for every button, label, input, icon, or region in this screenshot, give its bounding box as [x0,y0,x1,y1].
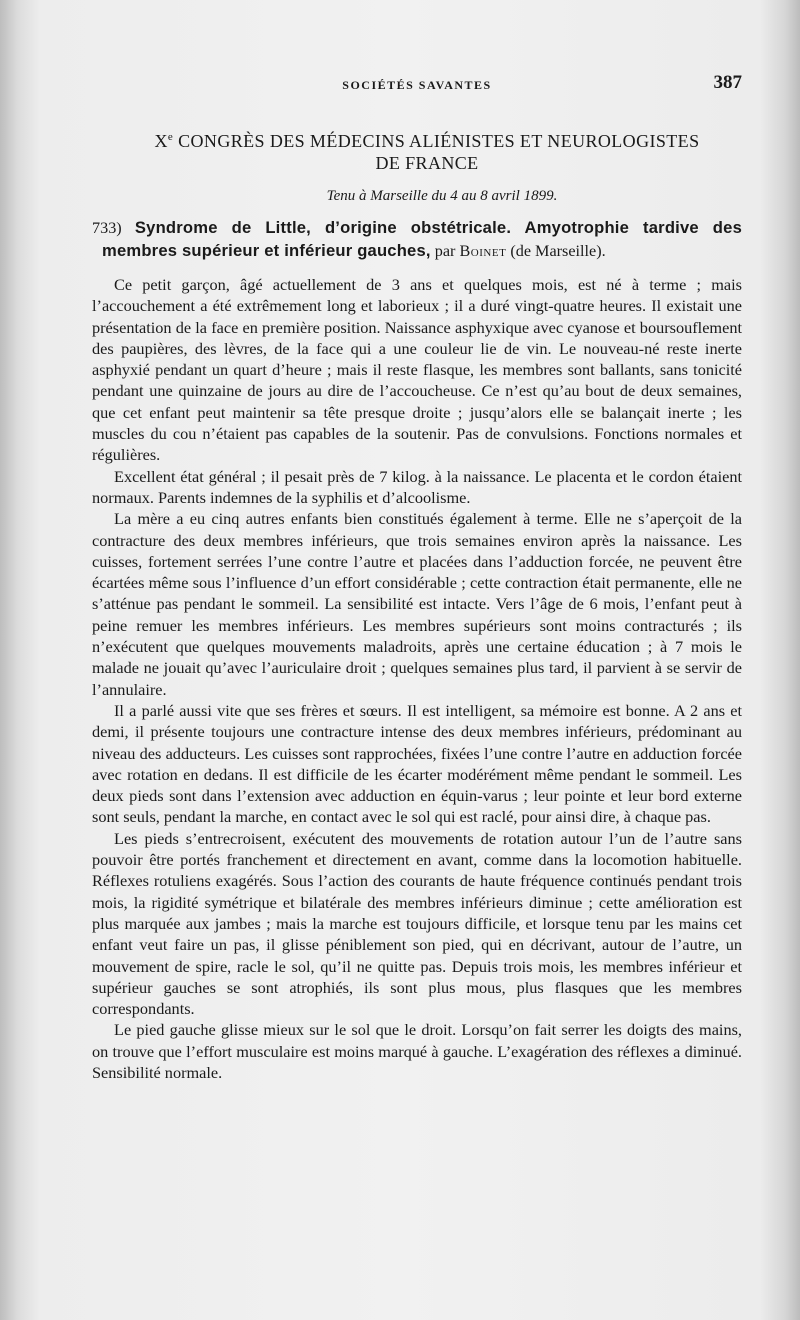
congress-ordinal: X [154,131,168,151]
body-paragraph: Excellent état général ; il pesait près de 7 kilog. à la naissance. Le placenta et le cordon étaient normaux. Parents indemnes de la syphilis et d’alcoolisme. [92,466,742,507]
running-title: SOCIÉTÉS SAVANTES [342,78,492,92]
entry-number: 733) [92,219,122,237]
abstract-entry-heading [92,217,742,262]
body-paragraph: Il a parlé aussi vite que ses frères et sœurs. Il est intelligent, sa mémoire est bonne. A 2 ans et demi, il présente toujours une contracture intense des deux membres inférieurs, prédominant au niveau des adducteurs. Les cuisses sont rapprochées, fixées l’une contre l’autre en adduction forcée avec rotation en dedans. Il est difficile de les écarter modérément même pendant le sommeil. Les deux pieds sont dans l’extension avec adduction en équin-varus ; leur pointe et leur bord externe sont seuls, pendant la marche, en contact avec le sol qui est raclé, pour ainsi dire, à chaque pas. [92,700,742,827]
congress-ordinal-sup: e [167,131,174,143]
running-header [92,70,742,104]
congress-heading [112,126,742,174]
book-page [92,70,742,1250]
body-paragraph: Ce petit garçon, âgé actuellement de 3 ans et quelques mois, est né à terme ; mais l’accouchement a été extrêmement long et laborieux ; il a duré vingt-quatre heures. Il existait une présentation de la face en première position. Naissance asphyxique avec cyanose et boursouflement des paupières, des lèvres, de la face qui a une couleur lie de vin. Le nouveau-né reste inerte asphyxié pendant un quart d’heure ; mais il reste flasque, les membres sont ballants, sans tonicité pendant une quinzaine de jours au dire de l’accoucheuse. Ce n’est qu’au bout de deux semaines, que cet enfant peut maintenir sa tête presque droite ; jusqu’alors elle se balançait inerte ; les muscles du cou n’étaient pas capables de la soutenir. Pas de convulsions. Fonctions normales et régulières. [92,275,742,465]
entry-title: Syndrome de Little, d’origine obstétricale. Amyotrophie tardive des membres supérieur et inférieur gauches, [102,218,742,260]
congress-date-line: Tenu à Marseille du 4 au 8 avril 1899. [326,188,558,204]
congress-title-line1: CONGRÈS DES MÉDECINS ALIÉNISTES ET NEUROLOGISTES [178,131,700,151]
entry-affiliation: (de Marseille). [510,241,606,260]
page-number: 387 [713,72,742,93]
body-paragraph: La mère a eu cinq autres enfants bien constitués également à terme. Elle ne s’aperçoit de la contracture des deux membres inférieurs, que trois semaines environ après la naissance. Les cuisses, fortement serrées l’une contre l’autre et placées dans l’adduction forcée, ne peuvent être écartées même sous l’influence d’un effort considérable ; cette contraction était permanente, elle ne s’atténue pas pendant le sommeil. La sensibilité est intacte. Vers l’âge de 6 mois, l’enfant peut à peine remuer les membres inférieurs. Les membres supérieurs sont moins contracturés ; ils n’exécutent que quelques mouvements maladroits, après une certaine éducation ; à 7 mois le malade ne jouait qu’avec l’auriculaire droit ; quelques semaines plus tard, il parvient à se servir de l’annulaire. [92,509,742,699]
body-paragraph: Le pied gauche glisse mieux sur le sol que le droit. Lorsqu’on fait serrer les doigts des mains, on trouve que l’effort musculaire est moins marqué à gauche. L’exagération des réflexes a diminué. Sensibilité normale. [92,1020,742,1082]
entry-author: Boinet [459,241,507,260]
congress-title-line2: DE FRANCE [375,153,479,173]
body-paragraph: Les pieds s’entrecroisent, exécutent des mouvements de rotation autour l’un de l’autre sans pouvoir être portés franchement et directement en avant, comme dans la locomotion habituelle. Réflexes rotuliens exagérés. Sous l’action des courants de haute fréquence continués pendant trois mois, la rigidité symétrique et bilatérale des membres inférieurs diminue ; cette amélioration est plus marquée aux jambes ; mais la marche est toujours difficile, et lorsque tenu par les mains cet enfant veut faire un pas, il glisse péniblement son pied, qui en décrivant, autour de l’autre, un mouvement de spire, racle le sol, qu’il ne quitte pas. Depuis trois mois, les membres inférieur et supérieur gauches se sont atrophiés, ils sont plus mous, plus flasques que les membres correspondants. [92,828,742,1019]
entry-by: par [434,241,456,260]
